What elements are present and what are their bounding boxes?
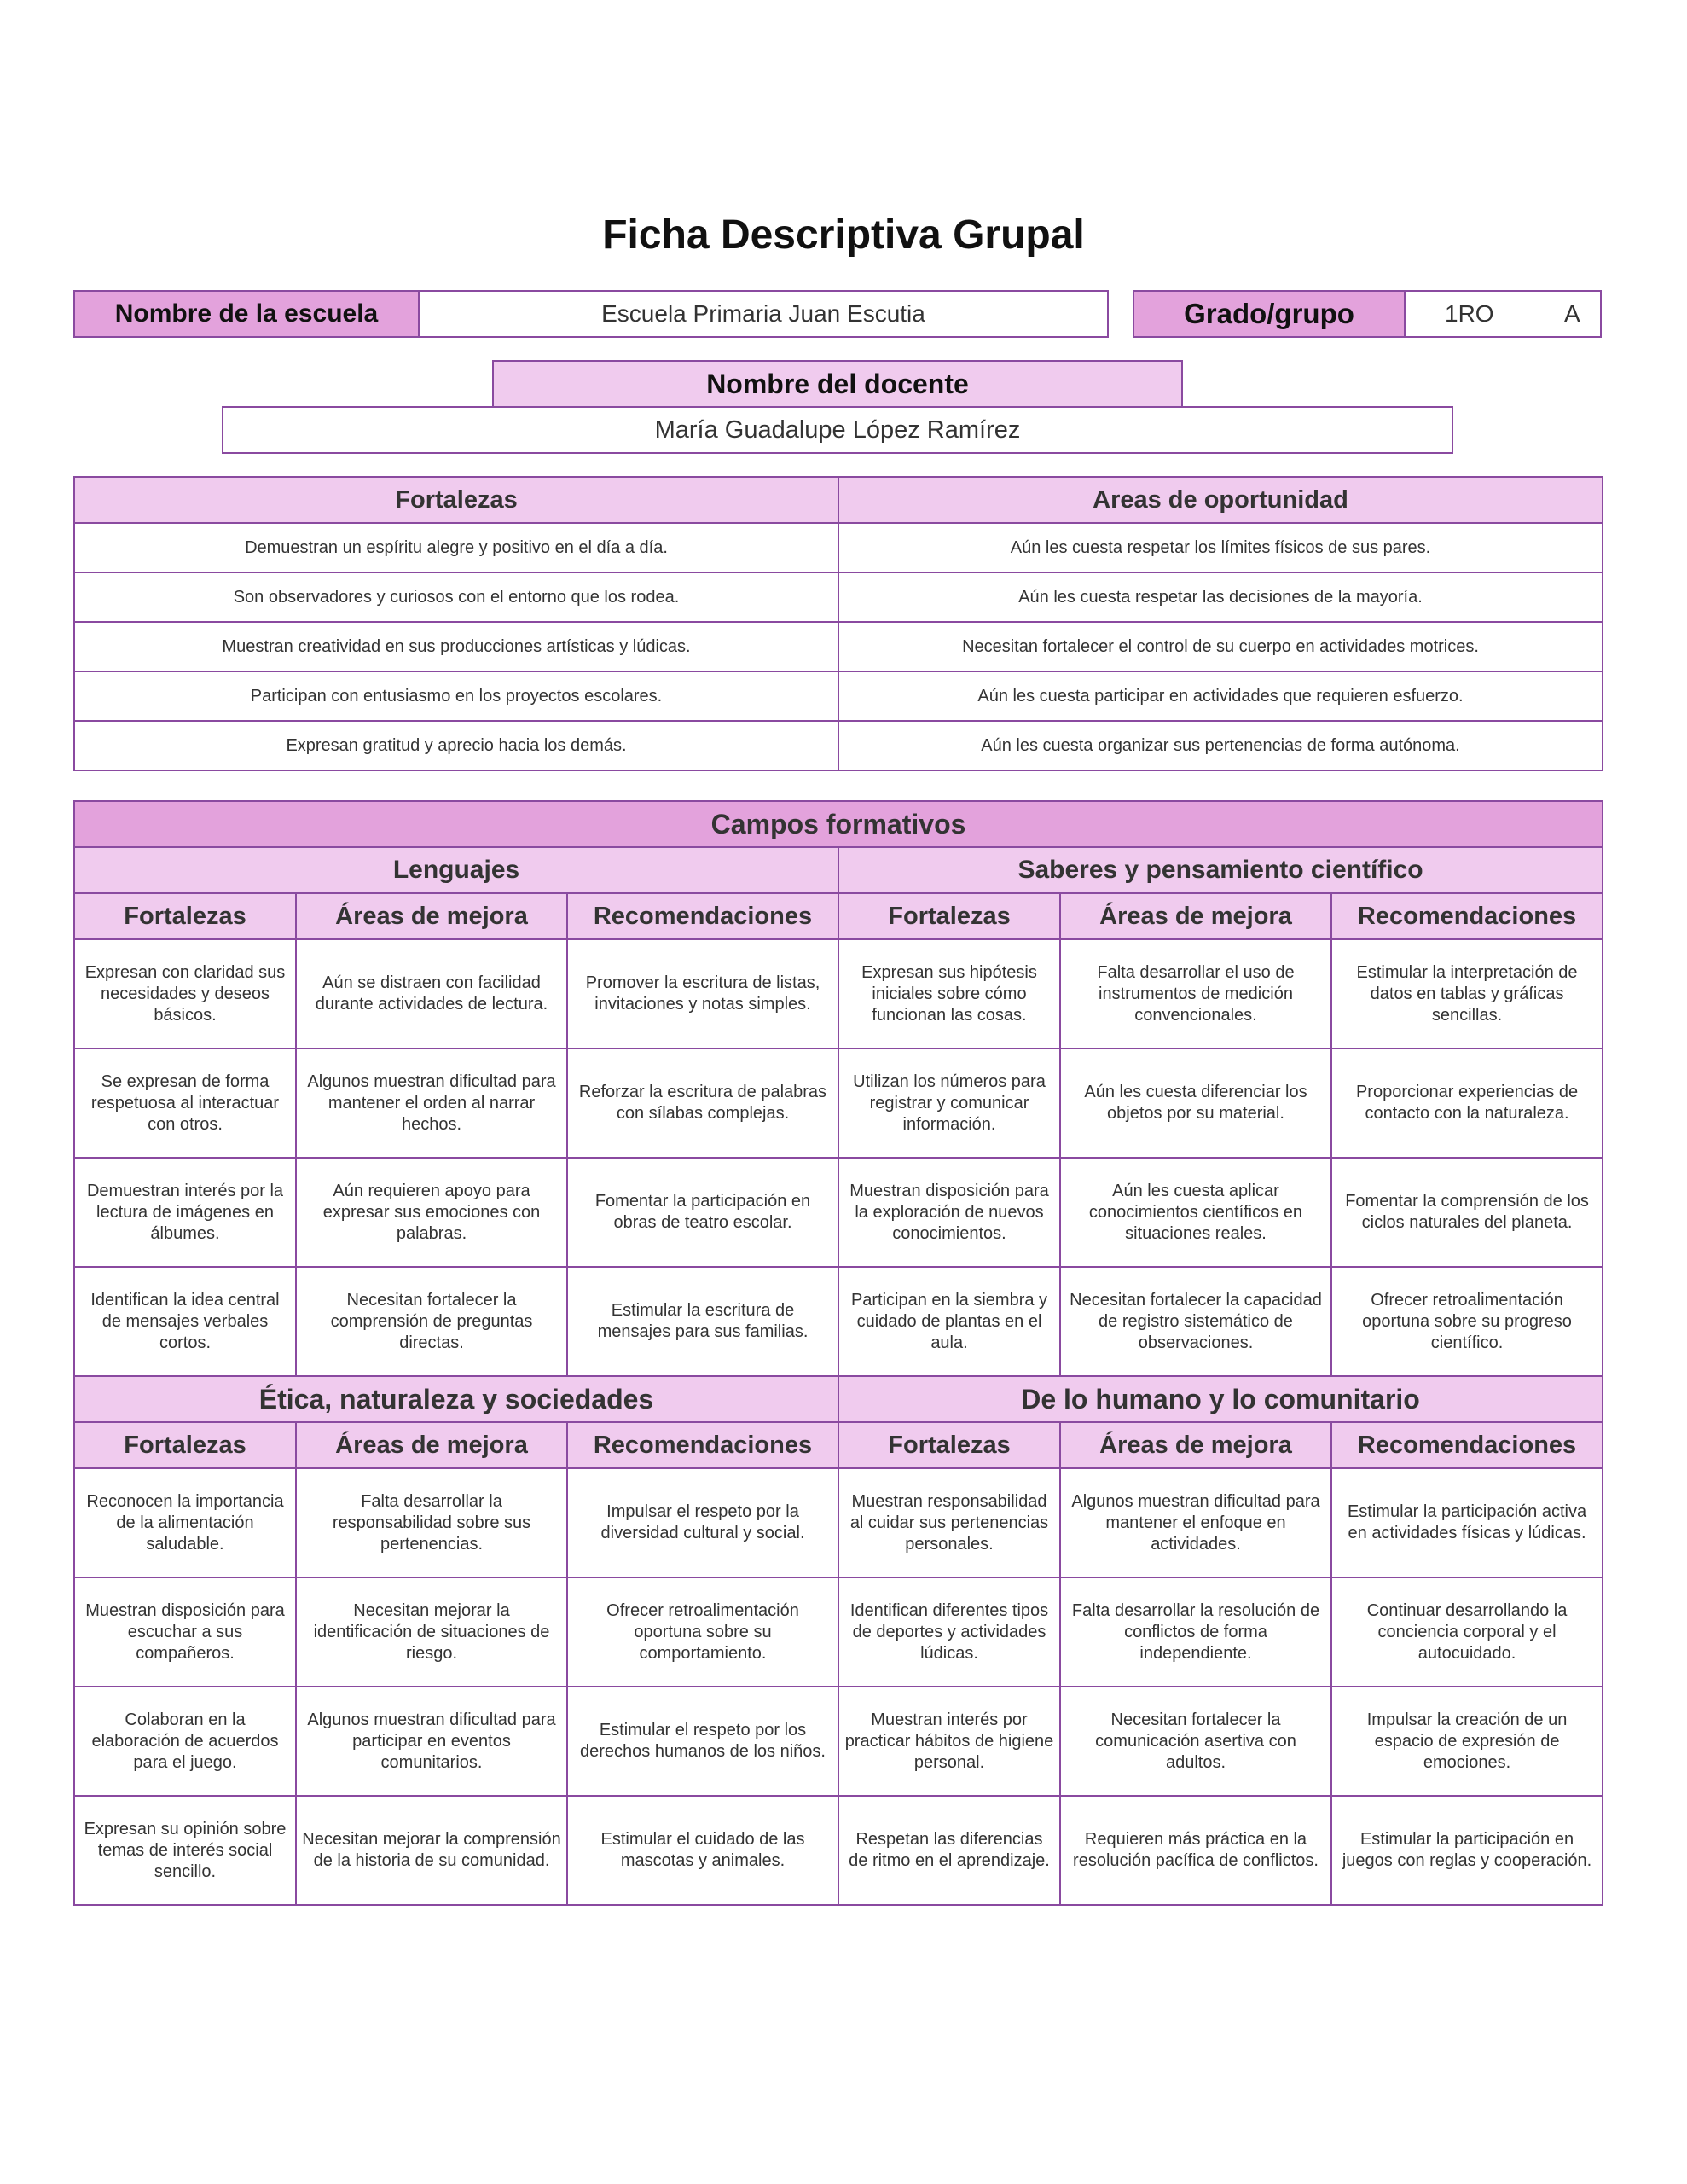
col-mejora: Áreas de mejora <box>296 1422 567 1468</box>
col-recomendaciones: Recomendaciones <box>1331 1422 1603 1468</box>
table-cell: Muestran disposición para escuchar a sus compañeros. <box>74 1577 296 1687</box>
table-cell: Necesitan fortalecer la comprensión de preguntas directas. <box>296 1267 567 1376</box>
opportunity-cell: Aún les cuesta participar en actividades que requieren esfuerzo. <box>838 671 1603 721</box>
table-row <box>74 1687 1603 1796</box>
col-fortalezas: Fortalezas <box>838 893 1060 939</box>
table-cell: Falta desarrollar la resolución de conflictos de forma independiente. <box>1060 1577 1331 1687</box>
table-cell: Expresan su opinión sobre temas de interés social sencillo. <box>74 1796 296 1905</box>
opportunity-cell: Necesitan fortalecer el control de su cuerpo en actividades motrices. <box>838 622 1603 671</box>
table-cell: Identifican la idea central de mensajes verbales cortos. <box>74 1267 296 1376</box>
col-mejora: Áreas de mejora <box>1060 1422 1331 1468</box>
col-recomendaciones: Recomendaciones <box>1331 893 1603 939</box>
table-cell: Algunos muestran dificultad para mantener el orden al narrar hechos. <box>296 1048 567 1158</box>
teacher-value: María Guadalupe López Ramírez <box>222 406 1453 454</box>
opportunity-cell: Aún les cuesta respetar las decisiones de la mayoría. <box>838 572 1603 622</box>
table-row <box>74 622 1603 671</box>
table-cell: Reforzar la escritura de palabras con sílabas complejas. <box>567 1048 838 1158</box>
table-cell: Impulsar la creación de un espacio de expresión de emociones. <box>1331 1687 1603 1796</box>
table-cell: Necesitan fortalecer la comunicación asertiva con adultos. <box>1060 1687 1331 1796</box>
table-cell: Fomentar la comprensión de los ciclos naturales del planeta. <box>1331 1158 1603 1267</box>
table-cell: Necesitan fortalecer la capacidad de registro sistemático de observaciones. <box>1060 1267 1331 1376</box>
col-mejora: Áreas de mejora <box>296 893 567 939</box>
grade-label: Grado/grupo <box>1133 290 1406 338</box>
school-label: Nombre de la escuela <box>73 290 420 338</box>
strength-cell: Demuestran un espíritu alegre y positivo en el día a día. <box>74 523 838 572</box>
page-title: Ficha Descriptiva Grupal <box>602 212 1085 258</box>
table-cell: Estimular la escritura de mensajes para sus familias. <box>567 1267 838 1376</box>
table-cell: Requieren más práctica en la resolución pacífica de conflictos. <box>1060 1796 1331 1905</box>
table-cell: Continuar desarrollando la conciencia corporal y el autocuidado. <box>1331 1577 1603 1687</box>
col-recomendaciones: Recomendaciones <box>567 893 838 939</box>
table-cell: Colaboran en la elaboración de acuerdos para el juego. <box>74 1687 296 1796</box>
table-cell: Expresan con claridad sus necesidades y deseos básicos. <box>74 939 296 1048</box>
table-row <box>74 1577 1603 1687</box>
table-cell: Falta desarrollar la responsabilidad sobre sus pertenencias. <box>296 1468 567 1577</box>
table-row <box>74 1468 1603 1577</box>
table-cell: Algunos muestran dificultad para mantener el enfoque en actividades. <box>1060 1468 1331 1577</box>
table-cell: Aún les cuesta aplicar conocimientos científicos en situaciones reales. <box>1060 1158 1331 1267</box>
table-row <box>74 1267 1603 1376</box>
table-cell: Falta desarrollar el uso de instrumentos de medición convencionales. <box>1060 939 1331 1048</box>
col-fortalezas: Fortalezas <box>74 1422 296 1468</box>
table-cell: Muestran responsabilidad al cuidar sus pertenencias personales. <box>838 1468 1060 1577</box>
campos-table <box>73 800 1603 1906</box>
col-mejora: Áreas de mejora <box>1060 893 1331 939</box>
table-row <box>74 1158 1603 1267</box>
table-row <box>74 523 1603 572</box>
table-row <box>74 1048 1603 1158</box>
table-cell: Estimular la participación en juegos con reglas y cooperación. <box>1331 1796 1603 1905</box>
table-cell: Aún les cuesta diferenciar los objetos por su material. <box>1060 1048 1331 1158</box>
table-cell: Proporcionar experiencias de contacto con la naturaleza. <box>1331 1048 1603 1158</box>
table-cell: Necesitan mejorar la identificación de situaciones de riesgo. <box>296 1577 567 1687</box>
table-cell: Se expresan de forma respetuosa al interactuar con otros. <box>74 1048 296 1158</box>
table-cell: Necesitan mejorar la comprensión de la historia de su comunidad. <box>296 1796 567 1905</box>
teacher-label: Nombre del docente <box>492 360 1183 408</box>
table-row <box>74 572 1603 622</box>
strength-cell: Expresan gratitud y aprecio hacia los demás. <box>74 721 838 770</box>
table-cell: Estimular la interpretación de datos en tablas y gráficas sencillas. <box>1331 939 1603 1048</box>
section-lenguajes: Lenguajes <box>74 847 838 893</box>
table-row <box>74 939 1603 1048</box>
table-cell: Reconocen la importancia de la alimentación saludable. <box>74 1468 296 1577</box>
table-cell: Algunos muestran dificultad para participar en eventos comunitarios. <box>296 1687 567 1796</box>
table-row <box>74 671 1603 721</box>
table-cell: Demuestran interés por la lectura de imágenes en álbumes. <box>74 1158 296 1267</box>
school-value: Escuela Primaria Juan Escutia <box>418 290 1109 338</box>
col-fortalezas: Fortalezas <box>838 1422 1060 1468</box>
opportunity-cell: Aún les cuesta organizar sus pertenencias de forma autónoma. <box>838 721 1603 770</box>
grade-value: 1RO <box>1445 300 1494 327</box>
strengths-header: Fortalezas <box>74 477 838 523</box>
table-row <box>74 721 1603 770</box>
table-cell: Ofrecer retroalimentación oportuna sobre su comportamiento. <box>567 1577 838 1687</box>
table-cell: Estimular la participación activa en actividades físicas y lúdicas. <box>1331 1468 1603 1577</box>
general-table <box>73 476 1603 771</box>
section-humano: De lo humano y lo comunitario <box>838 1376 1603 1422</box>
col-fortalezas: Fortalezas <box>74 893 296 939</box>
table-cell: Impulsar el respeto por la diversidad cultural y social. <box>567 1468 838 1577</box>
group-value: A <box>1564 300 1580 327</box>
table-cell: Estimular el cuidado de las mascotas y animales. <box>567 1796 838 1905</box>
table-cell: Identifican diferentes tipos de deportes y actividades lúdicas. <box>838 1577 1060 1687</box>
table-cell: Estimular el respeto por los derechos humanos de los niños. <box>567 1687 838 1796</box>
table-cell: Muestran interés por practicar hábitos de higiene personal. <box>838 1687 1060 1796</box>
table-cell: Respetan las diferencias de ritmo en el aprendizaje. <box>838 1796 1060 1905</box>
table-cell: Aún se distraen con facilidad durante actividades de lectura. <box>296 939 567 1048</box>
table-cell: Ofrecer retroalimentación oportuna sobre su progreso científico. <box>1331 1267 1603 1376</box>
table-cell: Participan en la siembra y cuidado de plantas en el aula. <box>838 1267 1060 1376</box>
campos-title: Campos formativos <box>74 801 1603 847</box>
table-cell: Promover la escritura de listas, invitaciones y notas simples. <box>567 939 838 1048</box>
strength-cell: Son observadores y curiosos con el entorno que los rodea. <box>74 572 838 622</box>
table-row <box>74 1796 1603 1905</box>
table-cell: Muestran disposición para la exploración de nuevos conocimientos. <box>838 1158 1060 1267</box>
opportunity-header: Areas de oportunidad <box>838 477 1603 523</box>
col-recomendaciones: Recomendaciones <box>567 1422 838 1468</box>
strength-cell: Participan con entusiasmo en los proyectos escolares. <box>74 671 838 721</box>
section-saberes: Saberes y pensamiento científico <box>838 847 1603 893</box>
table-cell: Fomentar la participación en obras de teatro escolar. <box>567 1158 838 1267</box>
table-cell: Utilizan los números para registrar y comunicar información. <box>838 1048 1060 1158</box>
table-cell: Expresan sus hipótesis iniciales sobre cómo funcionan las cosas. <box>838 939 1060 1048</box>
strength-cell: Muestran creatividad en sus producciones artísticas y lúdicas. <box>74 622 838 671</box>
opportunity-cell: Aún les cuesta respetar los límites físicos de sus pares. <box>838 523 1603 572</box>
grade-group-value <box>1404 290 1602 338</box>
table-cell: Aún requieren apoyo para expresar sus emociones con palabras. <box>296 1158 567 1267</box>
section-etica: Ética, naturaleza y sociedades <box>74 1376 838 1422</box>
